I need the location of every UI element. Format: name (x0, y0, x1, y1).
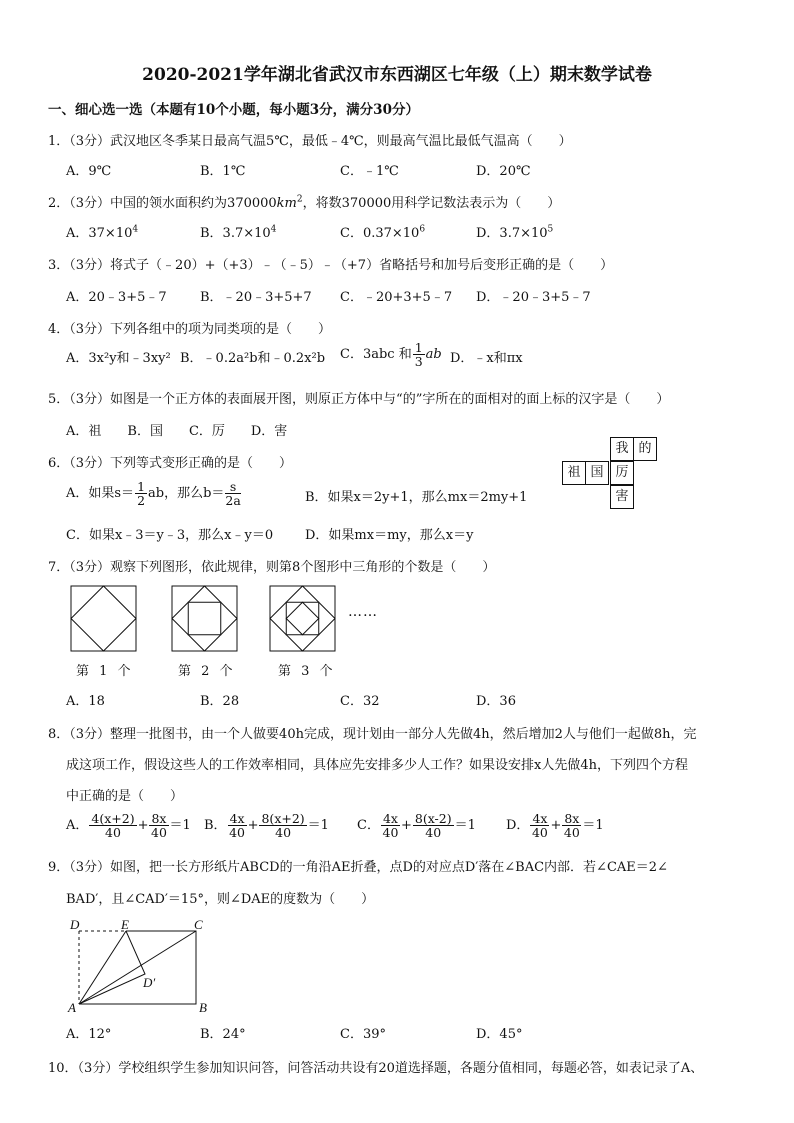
q1-option-c: C．﹣1℃ (340, 164, 399, 179)
q4-option-a: A．3x²y和﹣3xy² (66, 351, 171, 366)
q8-stem-line3: 中正确的是（ ） (66, 789, 184, 804)
net-cell-wo: 我 (610, 437, 634, 461)
q2-stem: 2．（3分）中国的领水面积约为$370000km^2$，将数370000用科学记数法表示为（ ） (48, 194, 561, 211)
q8-stem-line1: 8．（3分）整理一批图书，由一个人做要40h完成，现计划由一部分人先做4h，然后增加2人与他们一起做8h，完 (48, 727, 697, 742)
q5-options: A．祖 B．国 C．厉 D．害 (66, 424, 288, 439)
net-cell-guo: 国 (585, 461, 609, 485)
q4-option-d: D．﹣x和πx (450, 351, 523, 366)
q3-stem: 3．（3分）将式子（﹣20）+（+3）﹣（﹣5）﹣（+7）省略括号和加号后变形正确的是（ ） (48, 258, 614, 273)
q8-option-c: C． $\frac{4x}{40}$ + $\frac{8(x-2)}{40}$ ＝1 (357, 811, 476, 841)
q7-stem: 7．（3分）观察下列图形，依此规律，则第8个图形中三角形的个数是（ ） (48, 560, 496, 575)
q8-option-b: B． $\frac{4x}{40}$ + $\frac{8(x+2)}{40}$ ＝1 (204, 811, 329, 841)
q7-option-c: C．32 (340, 694, 380, 709)
q6-option-c: C．如果x﹣3＝y﹣3，那么x﹣y＝0 (66, 528, 274, 543)
q2-option-a: A．$37\times 10^4$ (66, 224, 139, 241)
q9-option-d: D．45° (476, 1027, 523, 1042)
q7-dots: …… (348, 604, 378, 620)
q9-option-a: A．12° (66, 1027, 112, 1042)
label-c: C (194, 917, 203, 932)
q6-option-a: A．如果s＝ $\frac{1}{2}$ ab，那么b＝ $\frac{s}{2a}$ (66, 479, 241, 509)
q6-option-b: B．如果x＝2y+1，那么mx＝2my+1 (305, 490, 528, 505)
q4-option-c: C．3abc 和 $\frac{1}{3}$ ab (340, 340, 442, 370)
q3-option-a: A．20﹣3+5﹣7 (66, 290, 167, 305)
q9-option-b: B．24° (200, 1027, 246, 1042)
label-d: D (70, 917, 80, 932)
q3-option-c: C．﹣20+3+5﹣7 (340, 290, 453, 305)
q7-option-a: A．18 (66, 694, 105, 709)
q7-option-d: D．36 (476, 694, 516, 709)
q9-stem-line2: BAD′，且∠CAD′＝15°，则∠DAE的度数为（ ） (66, 892, 375, 907)
q9-stem-line1: 9．（3分）如图，把一长方形纸片ABCD的一角沿AE折叠，点D的对应点D′落在∠BAC内部．若∠CAE＝2∠ (48, 860, 668, 875)
net-cell-hai: 害 (610, 485, 634, 509)
q8-stem-line2: 成这项工作，假设这些人的工作效率相同，具体应先安排多少人工作？如果设安排x人先做4h，下列四个方程 (66, 758, 688, 773)
q1-option-d: D．20℃ (476, 164, 531, 179)
section-heading: 一、细心选一选（本题有10个小题，每小题3分，满分30分） (48, 102, 419, 118)
q2-option-c: C．$0.37\times 10^6$ (340, 224, 426, 241)
q9-option-c: C．39° (340, 1027, 386, 1042)
q3-option-d: D．﹣20﹣3+5﹣7 (476, 290, 591, 305)
q8-option-a: A． $\frac{4(x+2)}{40}$ + $\frac{8x}{40}$ ＝1 (66, 811, 191, 841)
net-cell-zu: 祖 (562, 461, 586, 485)
q7-caption-2: 第 2 个 (178, 664, 236, 679)
label-b: B (199, 1000, 207, 1015)
label-e: E (121, 917, 129, 932)
q6-stem: 6．（3分）下列等式变形正确的是（ ） (48, 456, 293, 471)
q7-option-b: B．28 (200, 694, 240, 709)
q1-option-a: A．9℃ (66, 164, 112, 179)
q5-stem: 5．（3分）如图是一个正方体的表面展开图，则原正方体中与“的”字所在的面相对的面上标的汉字是（ ） (48, 392, 670, 407)
net-cell-de: 的 (633, 437, 657, 461)
q10-stem-line1: 10．（3分）学校组织学生参加知识问答，问答活动共设有20道选择题，各题分值相同，每题必答，如表记录了A、 (48, 1061, 704, 1076)
net-cell-li: 厉 (610, 461, 634, 485)
q7-caption-1: 第 1 个 (76, 664, 134, 679)
page-title: 2020-2021学年湖北省武汉市东西湖区七年级（上）期末数学试卷 (142, 65, 652, 85)
q8-option-d: D． $\frac{4x}{40}$ + $\frac{8x}{40}$ ＝1 (506, 811, 604, 841)
q2-option-d: D．$3.7\times 10^5$ (476, 224, 554, 241)
q1-option-b: B．1℃ (200, 164, 246, 179)
q7-caption-3: 第 3 个 (278, 664, 336, 679)
q6-option-d: D．如果mx＝my，那么x＝y (305, 528, 474, 543)
q3-option-b: B．﹣20﹣3+5+7 (200, 290, 312, 305)
q1-stem: 1．（3分）武汉地区冬季某日最高气温5℃，最低﹣4℃，则最高气温比最低气温高（ ） (48, 134, 572, 149)
q4-stem: 4．（3分）下列各组中的项为同类项的是（ ） (48, 322, 332, 337)
label-a: A (68, 1000, 76, 1015)
q4-option-b: B．﹣0.2a²b和﹣0.2x²b (180, 351, 326, 366)
label-d-prime: D′ (143, 975, 156, 990)
q2-option-b: B．$3.7\times 10^4$ (200, 224, 277, 241)
